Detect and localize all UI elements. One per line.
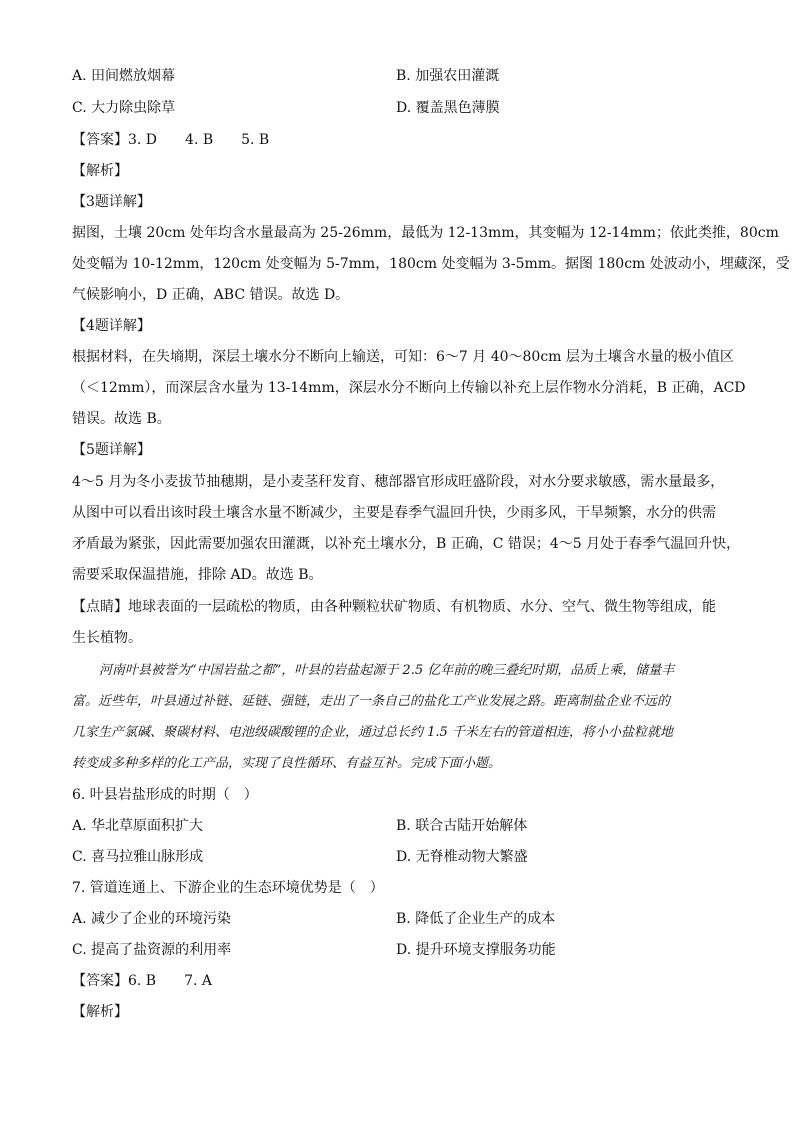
q7-option-a: A. 减少了企业的环境污染 [72,911,232,927]
q3-heading: 【3题详解】 [72,194,151,210]
option-d: D. 覆盖黑色薄膜 [396,100,500,116]
q5-text-line: 4～5 月为冬小麦拔节抽穗期，是小麦茎秆发育、穗部器官形成旺盛阶段，对水分要求敏感，需水量最多， [72,474,725,490]
q6-option-d: D. 无脊椎动物大繁盛 [396,849,528,865]
q7-option-c: C. 提高了盐资源的利用率 [72,942,232,958]
q5-text-line: 矛盾最为紧张，因此需要加强农田灌溉，以补充土壤水分，B 正确，C 错误；4～5 月处于春季气温回升快， [72,536,741,552]
material-line: 富。近些年，叶县通过补链、延链、强链，走出了一条自己的盐化工产业发展之路。距离制盐企业不远的 [72,694,671,709]
option-a: A. 田间燃放烟幕 [72,68,176,84]
q7-stem: 7. 管道连通上、下游企业的生态环境优势是（ ） [72,880,384,896]
q6-option-c: C. 喜马拉雅山脉形成 [72,849,204,865]
q3-text-line: 据图，土壤 20cm 处年均含水量最高为 25-26mm，最低为 12-13mm，其变幅为 12-14mm；依此类推，80cm [72,225,779,241]
q4-text-line: 错误。故选 B。 [72,411,171,427]
q3-text-line: 处变幅为 10-12mm，120cm 处变幅为 5-7mm，180cm 处变幅为 3-5mm。据图 180cm 处波动小，埋藏深，受 [72,256,790,272]
material-line: 转变成多种多样的化工产品，实现了良性循环、有益互补。完成下面小题。 [72,756,502,771]
q4-text-line: （＜12mm），而深层含水量为 13-14mm，深层水分不断向上传输以补充上层作物水分消耗，B 正确，ACD [72,380,746,396]
option-c: C. 大力除虫除草 [72,100,176,116]
analysis-label: 【解析】 [72,163,128,179]
key-point-line: 【点睛】地球表面的一层疏松的物质，由各种颗粒状矿物质、有机物质、水分、空气、微生物等组成，能 [72,599,716,615]
answer-line: 【答案】6. B 7. A [72,973,213,989]
q5-heading: 【5题详解】 [72,442,151,458]
q6-stem: 6. 叶县岩盐形成的时期（ ） [72,787,258,803]
q6-option-b: B. 联合古陆开始解体 [396,818,528,834]
key-point-line: 生长植物。 [72,630,142,646]
material-line: 河南叶县被誉为“中国岩盐之都”，叶县的岩盐起源于 2.5 亿年前的晚三叠纪时期，品质上乘，储量丰 [99,663,675,678]
material-line: 几家生产氯碱、聚碳材料、电池级碳酸锂的企业，通过总长约 1.5 千米左右的管道相连，将小小盐粒就地 [72,725,673,740]
q4-text-line: 根据材料，在失墒期，深层土壤水分不断向上输送，可知：6～7 月 40～80cm 层为土壤含水量的极小值区 [72,349,734,365]
q6-option-a: A. 华北草原面积扩大 [72,818,204,834]
q3-text-line: 气候影响小，D 正确，ABC 错误。故选 D。 [72,287,350,303]
q7-option-b: B. 降低了企业生产的成本 [396,911,556,927]
analysis-label: 【解析】 [72,1004,128,1020]
q7-option-d: D. 提升环境支撑服务功能 [396,942,556,958]
answer-line: 【答案】3. D 4. B 5. B [72,132,270,148]
q5-text-line: 从图中可以看出该时段土壤含水量不断减少，主要是春季气温回升快，少雨多风，干旱频繁，水分的供需 [72,505,716,521]
q5-text-line: 需要采取保温措施，排除 AD。故选 B。 [72,567,323,583]
option-b: B. 加强农田灌溉 [396,68,500,84]
q4-heading: 【4题详解】 [72,318,151,334]
